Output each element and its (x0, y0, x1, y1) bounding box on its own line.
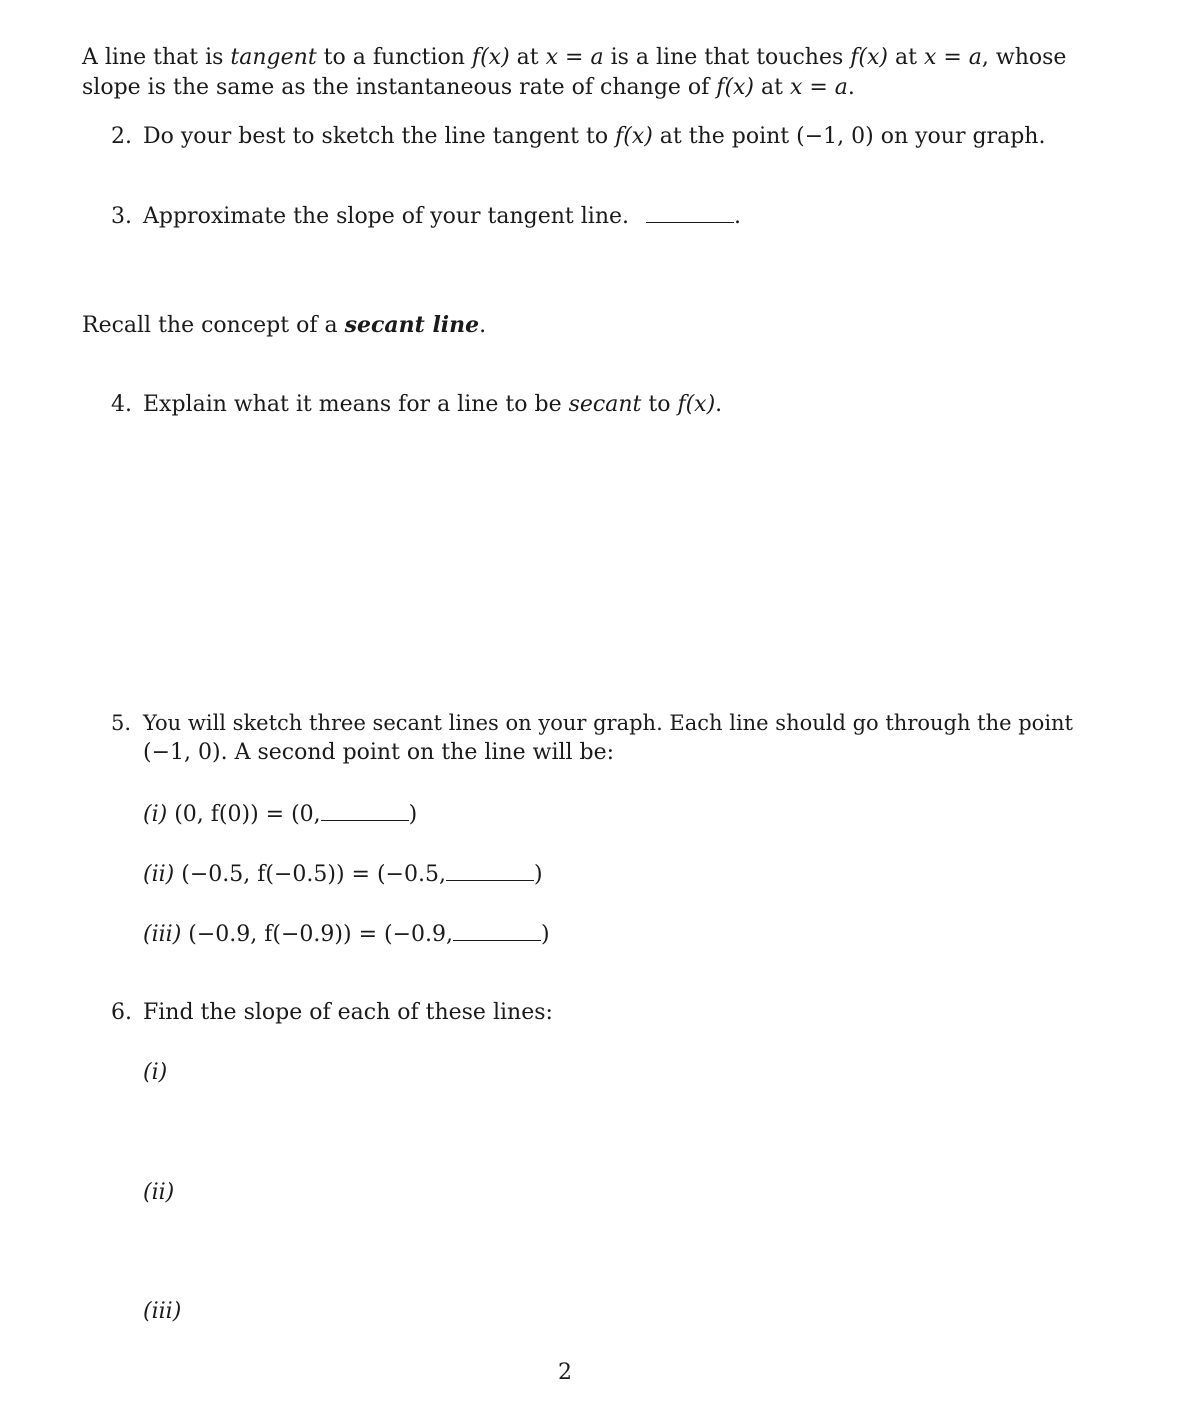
page-number: 2 (558, 1360, 572, 1385)
answer-blank[interactable] (453, 922, 541, 941)
question-5-line-1: 5. You will sketch three secant lines on your graph. Each line should go through the point (111, 708, 1073, 738)
question-number: 6. (111, 1000, 132, 1025)
slope-label-i: (i) (143, 1060, 168, 1085)
secant-point-iii: (iii) (−0.9, f(−0.9)) = (−0.9, ) (143, 922, 550, 947)
question-6: 6. Find the slope of each of these lines: (111, 998, 553, 1028)
question-5-line-2: (−1, 0). A second point on the line will be: (143, 740, 615, 765)
slope-label-iii: (iii) (143, 1299, 182, 1324)
answer-blank[interactable] (446, 862, 534, 881)
slope-label-ii: (ii) (143, 1180, 175, 1205)
question-number: 5. (111, 711, 132, 735)
answer-blank[interactable] (646, 204, 734, 223)
question-3: 3. Approximate the slope of your tangent line. . (111, 202, 741, 232)
recall-secant: Recall the concept of a secant line. (82, 312, 487, 338)
question-number: 2. (111, 124, 132, 149)
intro-line-2: slope is the same as the instantaneous rate of change of f(x) at x = a. (82, 75, 855, 100)
answer-blank[interactable] (321, 802, 409, 821)
question-4: 4. Explain what it means for a line to be secant to f(x). (111, 390, 722, 420)
question-2: 2. Do your best to sketch the line tangent to f(x) at the point (−1, 0) on your graph. (111, 122, 1045, 152)
question-number: 3. (111, 204, 132, 229)
secant-point-i: (i) (0, f(0)) = (0, ) (143, 802, 418, 827)
intro-line-1: A line that is tangent to a function f(x) at x = a is a line that touches f(x) at x = a, whose (82, 45, 1067, 70)
secant-point-ii: (ii) (−0.5, f(−0.5)) = (−0.5, ) (143, 862, 543, 887)
question-number: 4. (111, 392, 132, 417)
